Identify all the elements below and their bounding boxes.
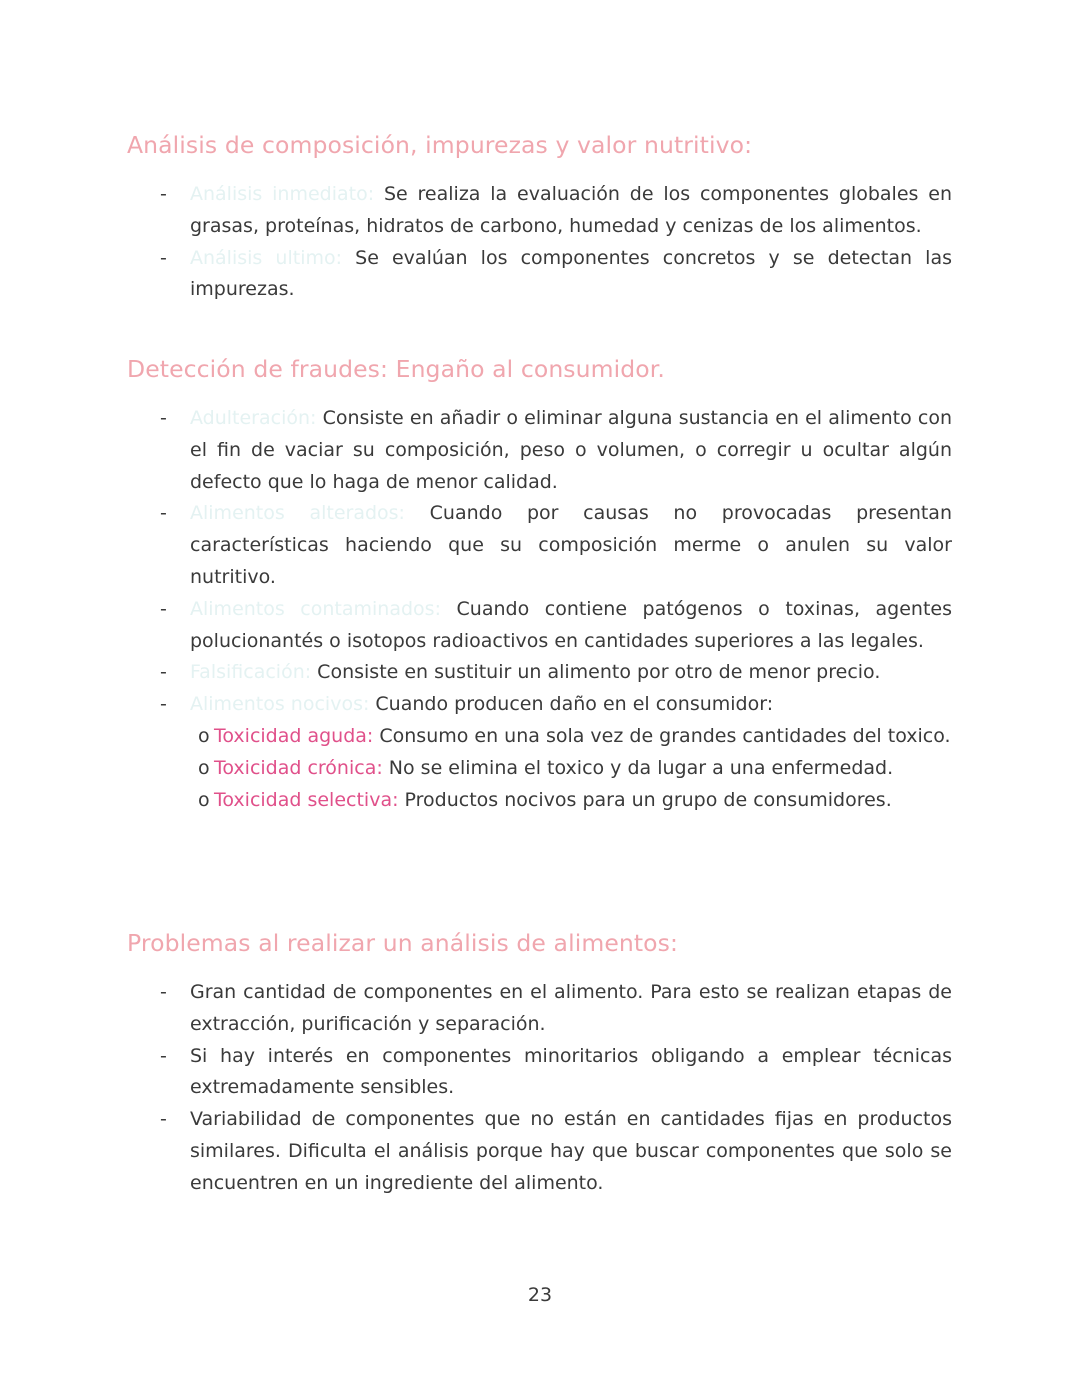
list-item: - Gran cantidad de componentes en el alimento. Para esto se realizan etapas de extracción, purificación y separación. <box>160 981 952 1035</box>
list-item: - Análisis ultimo: Se evalúan los componentes concretos y se detectan las impurezas. <box>160 246 952 301</box>
list-item: - Variabilidad de componentes que no están en cantidades fijas en productos similares. Dificulta el análisis porque hay que buscar componentes que solo se encuentren en un ingrediente del alimento. <box>160 1108 952 1194</box>
sub-list-item: o Toxicidad crónica: No se elimina el toxico y da lugar a una enfermedad. <box>198 756 894 779</box>
list-item: - Análisis inmediato: Se realiza la evaluación de los componentes globales en grasas, proteínas, hidratos de carbono, humedad y cenizas de los alimentos. <box>160 183 952 237</box>
list-item: - Alimentos alterados: Cuando por causas no provocadas presentan características haciendo que su composición merme o anulen su valor nutritivo. <box>160 502 952 588</box>
list <box>160 179 952 306</box>
list <box>160 403 952 816</box>
list-item: - Adulteración: Consiste en añadir o eliminar alguna sustancia en el alimento con el fin de vaciar su composición, peso o volumen, o corregir u ocultar algún defecto que lo haga de menor calidad. <box>160 407 952 493</box>
list-item: - Alimentos contaminados: Cuando contiene patógenos o toxinas, agentes polucionantés o isotopos radioactivos en cantidades superiores a las legales. <box>160 597 952 652</box>
list-item: - Falsificación: Consiste en sustituir un alimento por otro de menor precio. <box>160 661 881 684</box>
section-heading: Detección de fraudes: Engaño al consumidor. <box>127 355 665 383</box>
section-heading: Problemas al realizar un análisis de alimentos: <box>127 929 679 957</box>
section-heading: Análisis de composición, impurezas y valor nutritivo: <box>127 131 753 159</box>
sub-list-item: o Toxicidad selectiva: Productos nocivos para un grupo de consumidores. <box>198 788 892 811</box>
sub-list-item: o Toxicidad aguda: Consumo en una sola vez de grandes cantidades del toxico. <box>198 724 951 747</box>
list-item: - Si hay interés en componentes minoritarios obligando a emplear técnicas extremadamente sensibles. <box>160 1044 952 1099</box>
list <box>160 977 952 1200</box>
list-item: - Alimentos nocivos: Cuando producen daño en el consumidor: <box>160 693 774 716</box>
page-number: 23 <box>527 1284 553 1306</box>
